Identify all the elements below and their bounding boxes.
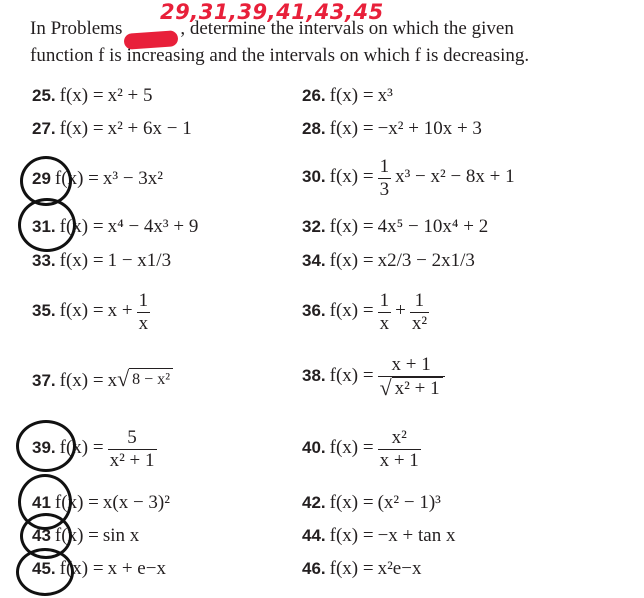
circle-45 bbox=[16, 548, 74, 596]
problem-38: 38. f(x) = x + 1 √ x² + 1 bbox=[302, 354, 445, 401]
circle-31 bbox=[18, 198, 76, 252]
problem-45: 45. f(x) = x + e−x bbox=[32, 558, 166, 579]
problem-41: 41 f(x) = x(x − 3)² bbox=[32, 492, 170, 513]
problem-37: 37. f(x) = x √ 8 − x² bbox=[32, 368, 173, 392]
problem-46: 46. f(x) = x²e−x bbox=[302, 558, 422, 579]
problem-30: 30. f(x) = $\frac{1}{3}$ x³ − x² − 8x + 1 bbox=[302, 156, 515, 200]
problem-32: 32. f(x) = 4x⁵ − 10x⁴ + 2 bbox=[302, 216, 489, 237]
problem-39: 39. f(x) = $\frac{5}{\text{x² + 1}}$ bbox=[32, 427, 155, 471]
problem-26: 26. f(x) = x³ bbox=[302, 85, 393, 106]
circle-39 bbox=[16, 420, 76, 472]
problem-33: 33. f(x) = 1 − x1/3 bbox=[32, 250, 172, 271]
problem-34: 34. f(x) = x2/3 − 2x1/3 bbox=[302, 250, 475, 271]
problem-29: 29 f(x) = x³ − 3x² bbox=[32, 168, 163, 189]
intro-line-2: function f is increasing and the intervals on which f is decreasing. bbox=[30, 45, 530, 66]
problem-35: 35. f(x) = x + $\frac{1}{x}$ bbox=[32, 290, 149, 334]
problem-44: 44. f(x) = −x + tan x bbox=[302, 525, 456, 546]
intro-line-1: In Problems , determine the intervals on which the given bbox=[30, 18, 514, 40]
handwritten-note: 29,31,39,41,43,45 bbox=[160, 0, 384, 24]
problem-31: 31. f(x) = x⁴ − 4x³ + 9 bbox=[32, 216, 199, 237]
problem-25: 25. f(x) = x² + 5 bbox=[32, 85, 153, 106]
problem-42: 42. f(x) = (x² − 1)³ bbox=[302, 492, 441, 513]
problem-43: 43 f(x) = sin x bbox=[32, 525, 140, 546]
problem-27: 27. f(x) = x² + 6x − 1 bbox=[32, 118, 192, 139]
problem-40: 40. f(x) = $\frac{\text{x²}}{x + 1}$ bbox=[302, 427, 419, 471]
problem-28: 28. f(x) = −x² + 10x + 3 bbox=[302, 118, 482, 139]
problem-36: 36. f(x) = $\frac{1}{x}$ + $\frac{1}{\text{x²}}$ bbox=[302, 290, 428, 334]
